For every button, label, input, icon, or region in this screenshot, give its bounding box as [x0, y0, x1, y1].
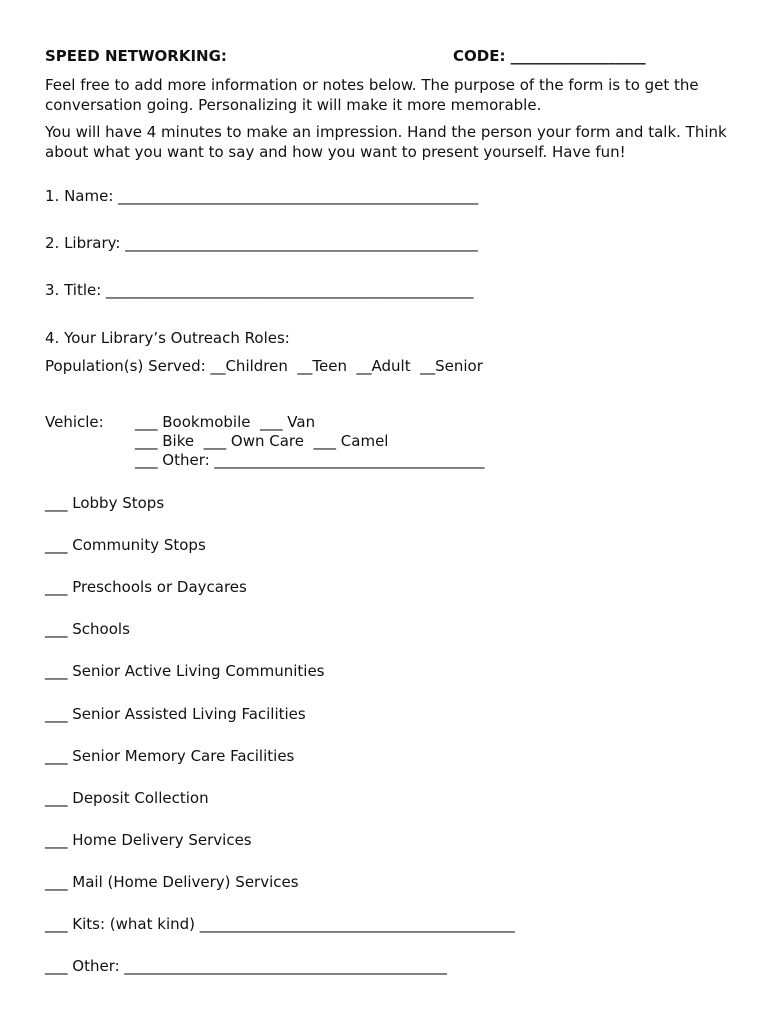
service-lobby-stops[interactable]: ___ Lobby Stops [45, 494, 165, 512]
form-title: SPEED NETWORKING: [45, 47, 227, 65]
service-schools[interactable]: ___ Schools [45, 620, 130, 638]
service-community-stops[interactable]: ___ Community Stops [45, 536, 206, 554]
service-senior-active-living[interactable]: ___ Senior Active Living Communities [45, 662, 325, 680]
service-other[interactable]: ___ Other: ___________________________________________ [45, 957, 447, 975]
service-home-delivery[interactable]: ___ Home Delivery Services [45, 831, 252, 849]
service-preschools-daycares[interactable]: ___ Preschools or Daycares [45, 578, 247, 596]
name-field[interactable]: 1. Name: ________________________________________________ [45, 187, 479, 205]
service-deposit-collection[interactable]: ___ Deposit Collection [45, 789, 209, 807]
population-served-field[interactable]: Population(s) Served: __Children __Teen __Adult __Senior [45, 357, 483, 375]
title-field[interactable]: 3. Title: _________________________________________________ [45, 281, 474, 299]
outreach-roles-heading: 4. Your Library’s Outreach Roles: [45, 329, 290, 347]
vehicle-options-row-2[interactable]: ___ Bike ___ Own Care ___ Camel [135, 432, 389, 450]
intro-paragraph-2: You will have 4 minutes to make an impression. Hand the person your form and talk. Think about what you want to say and how you want to present yourself. Have fun! [45, 123, 727, 161]
vehicle-options-row-3[interactable]: ___ Other: ____________________________________ [135, 451, 485, 469]
vehicle-options-row-1[interactable]: ___ Bookmobile ___ Van [135, 413, 316, 431]
vehicle-options [135, 413, 484, 470]
service-kits[interactable]: ___ Kits: (what kind) __________________________________________ [45, 915, 515, 933]
vehicle-label: Vehicle: [45, 413, 104, 431]
service-mail-delivery[interactable]: ___ Mail (Home Delivery) Services [45, 873, 299, 891]
service-senior-assisted-living[interactable]: ___ Senior Assisted Living Facilities [45, 705, 306, 723]
code-field[interactable]: CODE: __________________ [453, 47, 646, 65]
library-field[interactable]: 2. Library: _______________________________________________ [45, 234, 478, 252]
intro-paragraph-1: Feel free to add more information or notes below. The purpose of the form is to get the conversation going. Personalizing it will make it more memorable. [45, 76, 699, 114]
service-senior-memory-care[interactable]: ___ Senior Memory Care Facilities [45, 747, 295, 765]
